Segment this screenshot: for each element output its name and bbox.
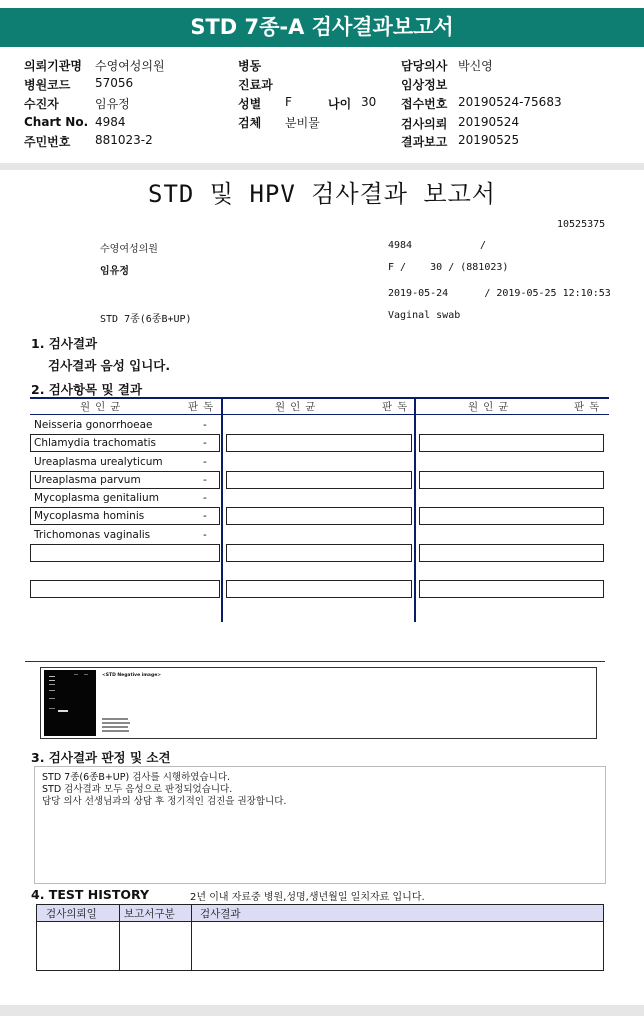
report-chart-no: 4984	[388, 240, 413, 251]
value-sex: F	[285, 95, 292, 109]
section-separator	[0, 163, 644, 170]
organism-result: -	[203, 456, 207, 468]
organism-name: Ureaplasma urealyticum	[34, 456, 163, 468]
history-note: 2년 이내 자료중 병원,성명,생년월일 일치자료 입니다.	[190, 892, 425, 903]
gel-lane-legend	[102, 718, 134, 734]
value-accession-no: 20190524-75683	[458, 95, 562, 109]
section1-summary: 검사결과 음성 입니다.	[48, 358, 171, 373]
row-box	[226, 471, 412, 489]
gel-bands-graphic	[44, 670, 96, 736]
row-box	[419, 580, 604, 598]
column-divider-2	[414, 397, 416, 622]
label-report-date: 결과보고	[401, 135, 448, 149]
section4-heading: 4. TEST HISTORY	[31, 887, 150, 902]
bottom-separator	[0, 1005, 644, 1016]
row-box	[30, 544, 220, 562]
history-col-request-date: 검사의뢰일	[46, 908, 97, 920]
remark-line: STD 7종(6종B+UP) 검사를 시행하였습니다.	[42, 772, 231, 783]
label-department: 진료과	[238, 78, 273, 92]
organism-result: -	[203, 437, 207, 449]
row-box	[419, 434, 604, 452]
organism-result: -	[203, 510, 207, 522]
report-clinic: 수영여성의원	[100, 244, 158, 255]
value-patient: 임유정	[95, 97, 130, 111]
value-report-date: 20190525	[458, 133, 520, 147]
report-sex-age: F / 30 / (881023)	[388, 262, 509, 273]
organism-result: -	[203, 474, 207, 486]
report-patient-name: 임유정	[100, 266, 129, 277]
history-table-header	[37, 905, 603, 922]
value-request-date: 20190524	[458, 115, 520, 129]
row-box	[226, 544, 412, 562]
col-organism-3: 원인균	[468, 401, 514, 413]
report-number: 10525375	[557, 219, 606, 230]
organism-result: -	[203, 419, 207, 431]
row-box	[419, 507, 604, 525]
value-age: 30	[361, 95, 377, 109]
report-title: STD 7종-A 검사결과보고서	[190, 15, 454, 39]
value-chart-no: 4984	[95, 115, 126, 129]
organism-name: Trichomonas vaginalis	[34, 529, 151, 541]
report-dates: 2019-05-24 / 2019-05-25 12:10:53	[388, 288, 611, 299]
column-divider-1	[221, 397, 223, 622]
row-box	[419, 471, 604, 489]
value-hospital-code: 57056	[95, 76, 134, 90]
label-sex: 성별	[238, 97, 262, 111]
col-result-3: 판독	[574, 401, 605, 413]
gel-electrophoresis-image	[44, 670, 96, 736]
section3-heading: 3. 검사결과 판정 및 소견	[31, 750, 171, 765]
label-clinical-info: 임상정보	[401, 78, 448, 92]
value-requesting-org: 수영여성의원	[95, 59, 165, 73]
label-resident-no: 주민번호	[24, 135, 71, 149]
lab-report-title: STD 및 HPV 검사결과 보고서	[148, 180, 496, 208]
row-box	[226, 580, 412, 598]
row-box	[226, 434, 412, 452]
label-requesting-org: 의뢰기관명	[24, 59, 82, 73]
col-organism-2: 원인균	[275, 401, 321, 413]
report-chart-separator: /	[480, 240, 487, 251]
label-hospital-code: 병원코드	[24, 78, 71, 92]
value-resident-no: 881023-2	[95, 133, 153, 147]
row-box	[226, 507, 412, 525]
history-col-report-type: 보고서구분	[124, 908, 175, 920]
value-specimen: 분비물	[285, 116, 320, 130]
row-box	[419, 544, 604, 562]
col-result-2: 판독	[382, 401, 413, 413]
col-result-1: 판독	[188, 401, 219, 413]
gel-top-rule	[25, 661, 605, 662]
col-organism-1: 원인균	[80, 401, 126, 413]
row-box	[30, 580, 220, 598]
table-header-rule	[30, 414, 609, 415]
report-title-bar	[0, 8, 644, 47]
label-ward: 병동	[238, 59, 262, 73]
report-test-name: STD 7종(6종B+UP)	[100, 314, 192, 325]
organism-name: Mycoplasma hominis	[34, 510, 145, 522]
value-doctor: 박신영	[458, 59, 493, 73]
remarks-box	[34, 766, 606, 884]
organism-result: -	[203, 529, 207, 541]
label-doctor: 담당의사	[401, 59, 448, 73]
organism-name: Neisseria gonorrhoeae	[34, 419, 153, 431]
section1-heading: 1. 검사결과	[31, 336, 98, 351]
remark-line: 담당 의사 선생님과의 상담 후 정기적인 검진을 권장합니다.	[42, 796, 287, 807]
remark-line: STD 검사결과 모두 음성으로 판정되었습니다.	[42, 784, 233, 795]
report-specimen: Vaginal swab	[388, 310, 461, 321]
history-col-divider	[119, 905, 120, 970]
label-age: 나이	[328, 97, 352, 111]
organism-name: Mycoplasma genitalium	[34, 492, 159, 504]
history-col-result: 검사결과	[200, 908, 241, 920]
organism-name: Ureaplasma parvum	[34, 474, 141, 486]
organism-name: Chlamydia trachomatis	[34, 437, 157, 449]
label-specimen: 검체	[238, 116, 262, 130]
label-chart-no: Chart No.	[24, 115, 89, 129]
gel-caption: <STD Negative image>	[102, 673, 162, 678]
label-patient: 수진자	[24, 97, 59, 111]
organism-result: -	[203, 492, 207, 504]
label-accession-no: 접수번호	[401, 97, 448, 111]
label-request-date: 검사의뢰	[401, 117, 448, 131]
history-col-divider	[191, 905, 192, 970]
section2-heading: 2. 검사항목 및 결과	[31, 382, 143, 397]
